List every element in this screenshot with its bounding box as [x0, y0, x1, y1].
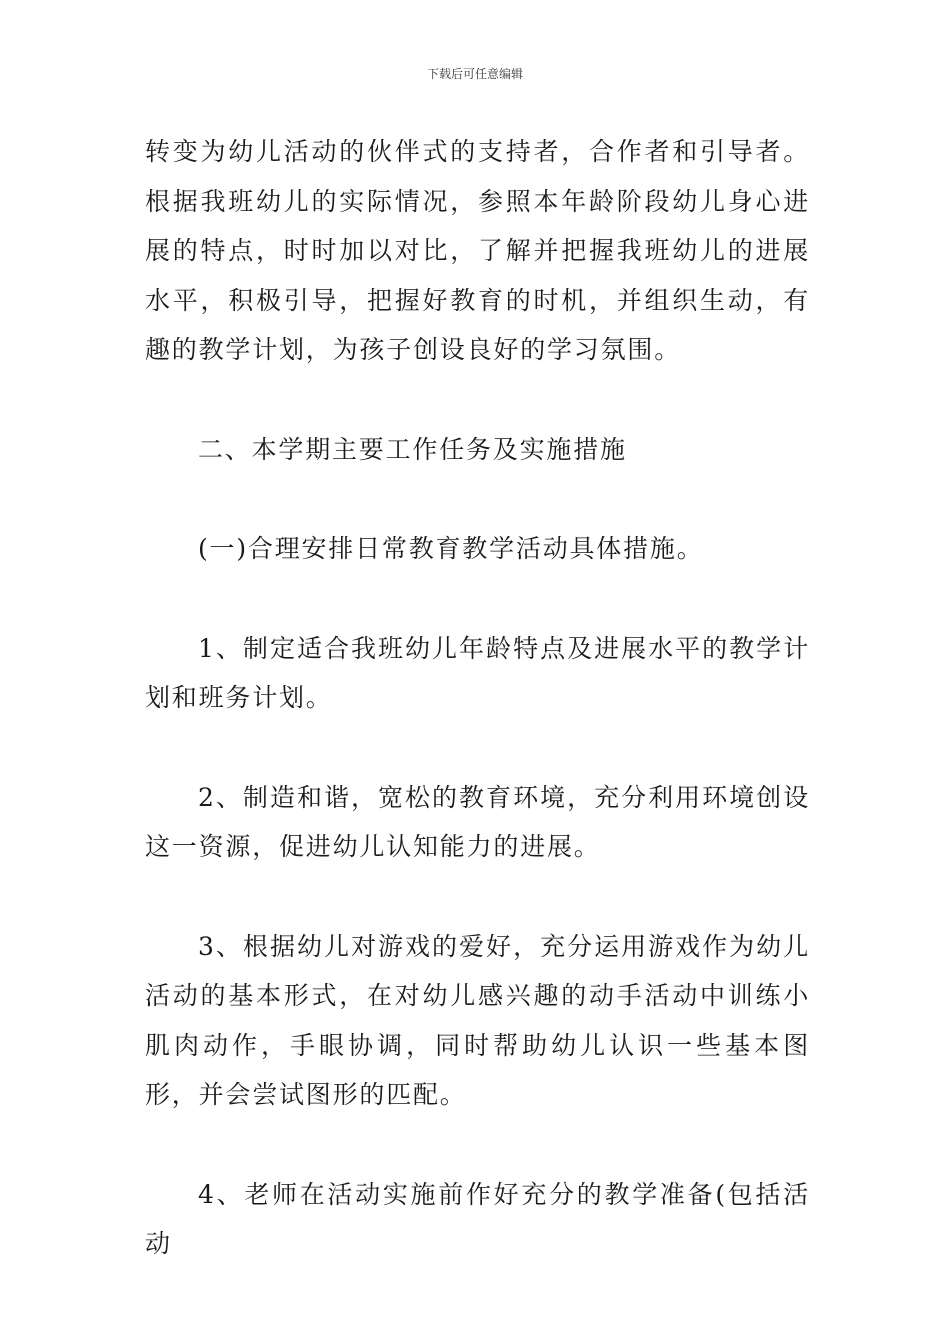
document-body: [145, 127, 810, 1269]
list-item-3: 3、根据幼儿对游戏的爱好，充分运用游戏作为幼儿活动的基本形式，在对幼儿感兴趣的动手活动中训练小肌肉动作，手眼协调，同时帮助幼儿认识一些基本图形，并会尝试图形的匹配。: [145, 931, 810, 1109]
list-item-1: 1、制定适合我班幼儿年龄特点及进展水平的教学计划和班务计划。: [145, 633, 810, 712]
page-header: 下载后可任意编辑: [426, 67, 523, 81]
list-item-4: 4、老师在活动实施前作好充分的教学准备(包括活动: [145, 1179, 810, 1258]
subsection-heading: (一)合理安排日常教育教学活动具体措施。: [198, 534, 704, 563]
paragraph-continuation: 转变为幼儿活动的伙伴式的支持者，合作者和引导者。根据我班幼儿的实际情况，参照本年龄阶段幼儿身心进展的特点，时时加以对比，了解并把握我班幼儿的进展水平，积极引导，把握好教育的时机，并组织生动，有趣的教学计划，为孩子创设良好的学习氛围。: [145, 137, 810, 364]
list-item-2: 2、制造和谐，宽松的教育环境，充分利用环境创设这一资源，促进幼儿认知能力的进展。: [145, 782, 810, 861]
section-heading: 二、本学期主要工作任务及实施措施: [198, 434, 627, 464]
